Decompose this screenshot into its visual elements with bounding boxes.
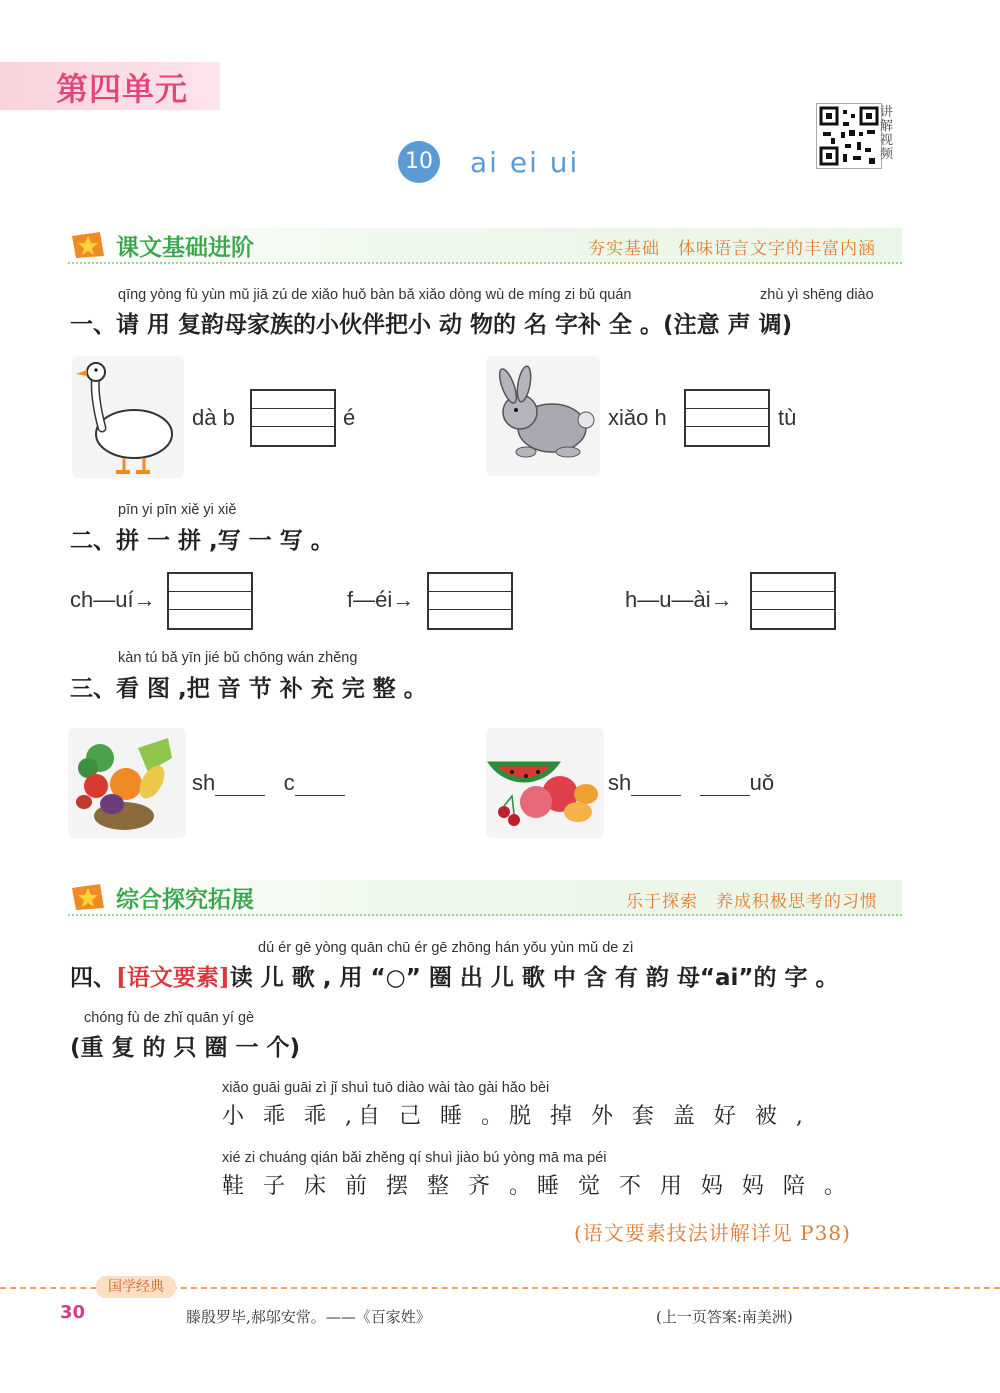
q3-item1-part-b: c	[283, 770, 295, 795]
section-title-explore: 综合探究拓展	[116, 887, 254, 913]
page-number: 30	[60, 1302, 86, 1323]
q1-pinyin-tail: zhù yì shēng diào	[760, 287, 874, 303]
q1-answer-box-2[interactable]	[684, 389, 770, 447]
skill-note-link[interactable]: (语文要素技法讲解详见 P38)	[574, 1221, 851, 1245]
q3-item2-part-a: sh	[608, 770, 632, 795]
q4-pinyin-2: chóng fù de zhǐ quān yí gè	[84, 1010, 255, 1026]
q2-item2: f—éi→	[347, 587, 415, 612]
q3-item2-part-b: uǒ	[749, 770, 775, 795]
q3-pinyin: kàn tú bǎ yīn jié bǔ chōng wán zhěng	[118, 650, 358, 666]
section-title-basics: 课文基础进阶	[116, 235, 254, 261]
footer-quote: 滕殷罗毕,郝邬安常。——《百家姓》	[186, 1308, 431, 1326]
section-motto-basics: 夯实基础 体味语言文字的丰富内涵	[588, 239, 876, 259]
q2-item3: h—u—ài→	[625, 587, 733, 612]
q2-answer-box-2[interactable]	[427, 572, 513, 630]
q4-pinyin: dú ér gē yòng quān chū ér gē zhōng hán yǒu yùn mǔ de zì	[258, 940, 634, 956]
q2-answer-box-3[interactable]	[750, 572, 836, 630]
goose-image	[72, 356, 184, 478]
qr-label: 讲解视频	[880, 105, 894, 162]
q3-blank-2[interactable]	[295, 773, 345, 796]
q1-item1-suffix: é	[343, 405, 356, 430]
q4-line	[70, 959, 839, 992]
q1-item2-suffix: tù	[778, 405, 797, 430]
q3-blank-3[interactable]	[631, 773, 681, 796]
q2-item1: ch—uí→	[70, 587, 156, 612]
q1-text: 一、请 用 复韵母家族的小伙伴把小 动 物的 名 字补 全 。(注意 声 调)	[70, 312, 793, 338]
q2-answer-box-1[interactable]	[167, 572, 253, 630]
q3-item1	[192, 770, 345, 796]
q2-text: 二、拼 一 拼 ,写 一 写 。	[70, 528, 334, 554]
poem-line2: 鞋 子 床 前 摆 整 齐 。睡 觉 不 用 妈 妈 陪 。	[222, 1174, 852, 1199]
q4-tag: [语文要素]	[116, 964, 230, 991]
section-motto-explore: 乐于探索 养成积极思考的习惯	[626, 892, 878, 912]
q3-text: 三、看 图 ,把 音 节 补 充 完 整 。	[70, 676, 427, 702]
fruits-image	[486, 728, 604, 838]
star-icon	[70, 882, 106, 912]
lesson-title: ai ei ui	[470, 146, 580, 179]
lesson-number: 10	[398, 141, 440, 183]
q1-pinyin: qīng yòng fù yùn mǔ jiā zú de xiǎo huǒ bàn bǎ xiǎo dòng wù de míng zi bǔ quán	[118, 287, 632, 303]
q4-text-2: (重 复 的 只 圈 一 个)	[70, 1035, 301, 1061]
footer-tag: 国学经典	[96, 1276, 176, 1298]
footer-answer: (上一页答案:南美洲)	[656, 1308, 793, 1326]
star-icon	[70, 230, 106, 260]
q2-pinyin: pīn yi pīn xiě yi xiě	[118, 502, 237, 518]
q3-blank-1[interactable]	[215, 773, 265, 796]
q4-prefix: 四、	[70, 965, 116, 991]
poem-line1-pinyin: xiǎo guāi guāi zì jǐ shuì tuō diào wài tào gài hǎo bèi	[222, 1080, 550, 1096]
rabbit-image	[486, 356, 600, 476]
q1-answer-box-1[interactable]	[250, 389, 336, 447]
poem-line2-pinyin: xié zi chuáng qián bǎi zhěng qí shuì jiào bú yòng mā ma péi	[222, 1150, 607, 1166]
q3-blank-4[interactable]	[700, 773, 750, 796]
poem-line1: 小 乖 乖 ,自 己 睡 。脱 掉 外 套 盖 好 被 ,	[222, 1104, 809, 1129]
unit-title: 第四单元	[56, 70, 189, 108]
qr-code-icon[interactable]	[816, 103, 882, 169]
q3-item2	[608, 770, 774, 796]
q3-item1-part-a: sh	[192, 770, 216, 795]
vegetables-image	[68, 728, 186, 838]
q1-item1-prefix: dà b	[192, 405, 235, 430]
q1-item2-prefix: xiǎo h	[608, 405, 667, 430]
q4-text: 读 儿 歌 , 用 “○” 圈 出 儿 歌 中 含 有 韵 母“ai”的 字 。	[229, 965, 839, 991]
